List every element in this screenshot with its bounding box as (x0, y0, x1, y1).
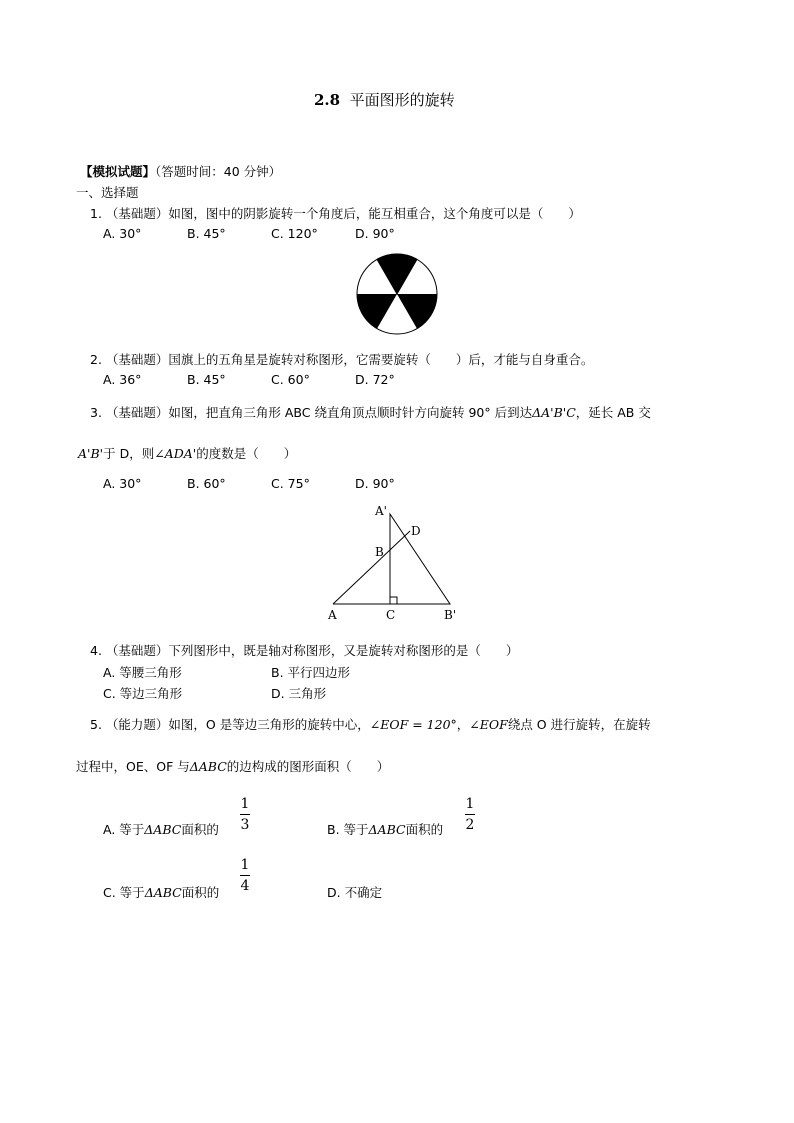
math-angle-eof-value: ∠EOF = 120° (369, 717, 457, 732)
q5-option-c: C. 等于ΔABC面积的 (103, 885, 220, 900)
math-triangle-abc: ΔABC (189, 759, 227, 774)
q5-option-d: D. 不确定 (327, 885, 383, 900)
q1-option-b: B. 45° (187, 226, 226, 241)
label-c: C (386, 608, 396, 622)
section-note: （答题时间：40 分钟） (155, 164, 282, 179)
q4-option-c: C. 等边三角形 (103, 686, 183, 701)
label-a-prime: A' (375, 504, 387, 518)
label-b: B (375, 545, 384, 559)
q1-option-d: D. 90° (355, 226, 395, 241)
page-title: 2.8 平面图形的旋转 (314, 91, 455, 109)
question-3-line-1: 3. （基础题）如图，把直角三角形 ABC 绕直角顶点顺时针方向旋转 90° 后到达ΔA'B'C，延长 AB 交 (90, 405, 651, 420)
q5-option-a: A. 等于ΔABC面积的 (103, 822, 219, 837)
q3-option-c: C. 75° (271, 476, 310, 491)
q5-option-b-fraction: 1 2 (465, 796, 475, 833)
q4-option-b: B. 平行四边形 (271, 665, 351, 680)
q3-option-a: A. 30° (103, 476, 142, 491)
q1-shaded-circle-figure (355, 252, 439, 336)
q5-option-a-fraction: 1 3 (240, 796, 250, 833)
q3-triangle-figure (320, 498, 470, 626)
part-heading: 一、选择题 (76, 185, 139, 200)
q1-option-c: C. 120° (271, 226, 318, 241)
question-5-line-1: 5. （能力题）如图，O 是等边三角形的旋转中心，∠EOF = 120°，∠EOF绕点 O 进行旋转，在旋转 (90, 717, 651, 732)
math-angle-eof: ∠EOF (469, 717, 508, 732)
question-1-text: 1. （基础题）如图，图中的阴影旋转一个角度后，能互相重合，这个角度可以是（ ） (90, 206, 581, 221)
question-3-line-2: A'B'于 D，则∠ADA'的度数是（ ） (78, 446, 297, 461)
q3-option-b: B. 60° (187, 476, 226, 491)
q2-option-a: A. 36° (103, 372, 142, 387)
question-4-text: 4. （基础题）下列图形中，既是轴对称图形，又是旋转对称图形的是（ ） (90, 643, 519, 658)
q2-option-d: D. 72° (355, 372, 395, 387)
math-triangle-prime: ΔA'B'C (532, 405, 576, 420)
q4-option-a: A. 等腰三角形 (103, 665, 182, 680)
section-label: 【模拟试题】 (80, 164, 156, 179)
label-b-prime: B' (444, 608, 457, 622)
q1-option-a: A. 30° (103, 226, 142, 241)
math-segment-prime: A'B' (78, 446, 104, 461)
question-5-line-2: 过程中，OE、OF 与ΔABC的边构成的图形面积（ ） (76, 759, 390, 774)
math-angle-ada: ∠ADA' (154, 446, 197, 461)
question-2-text: 2. （基础题）国旗上的五角星是旋转对称图形，它需要旋转（ ）后，才能与自身重合。 (90, 352, 594, 367)
q2-option-b: B. 45° (187, 372, 226, 387)
q3-option-d: D. 90° (355, 476, 395, 491)
q5-option-c-fraction: 1 4 (240, 857, 250, 894)
label-a: A (328, 608, 337, 622)
section-header (80, 162, 281, 180)
q2-option-c: C. 60° (271, 372, 310, 387)
label-d: D (411, 524, 421, 538)
q4-option-d: D. 三角形 (271, 686, 327, 701)
q5-option-b: B. 等于ΔABC面积的 (327, 822, 444, 837)
